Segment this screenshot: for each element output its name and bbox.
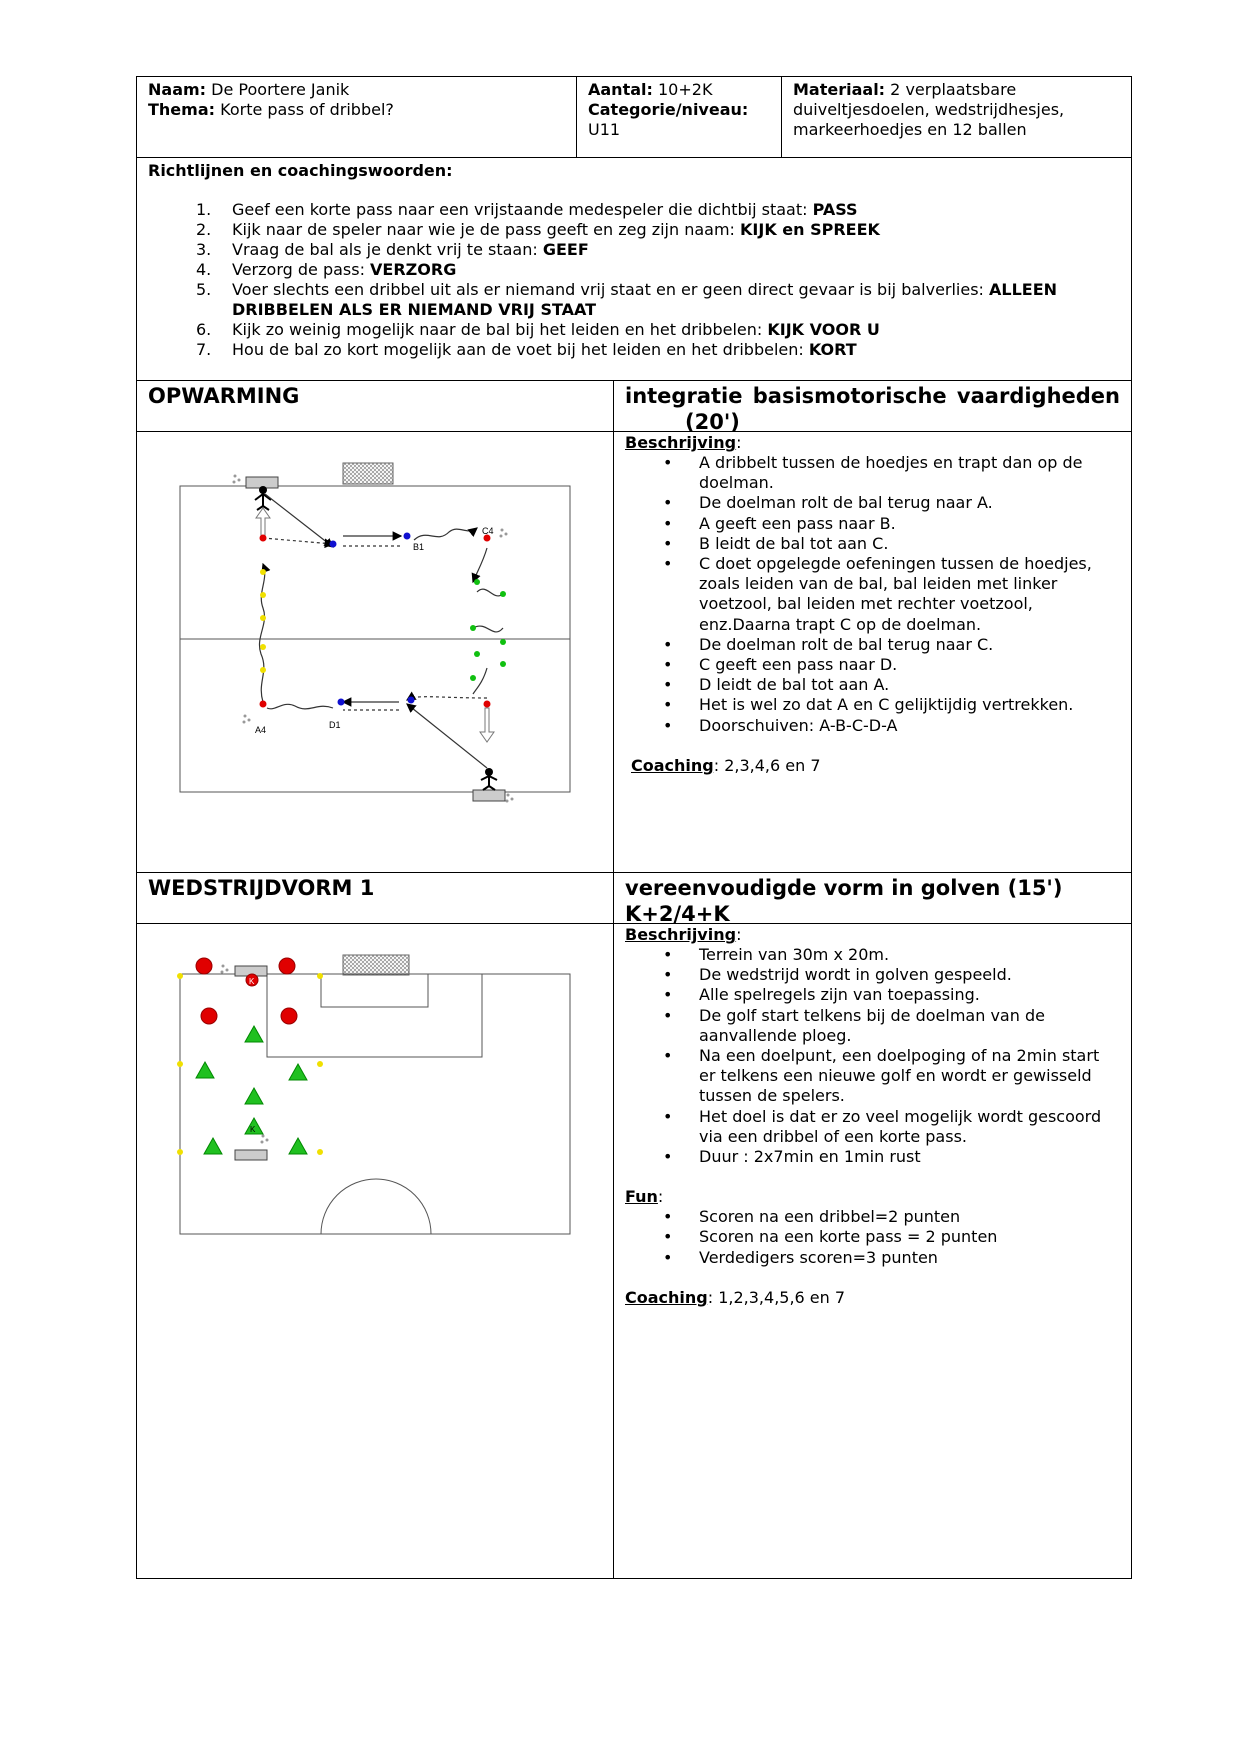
warmup-diagram — [137, 432, 613, 872]
match1-title: WEDSTRIJDVORM 1 — [148, 876, 375, 900]
warmup-desc-list — [625, 453, 1120, 736]
list-item: • Verdedigers scoren=3 punten — [625, 1248, 1120, 1268]
list-item: • C doet opgelegde oefeningen tussen de hoedjes, zoals leiden van de bal, bal leiden met linker voetzool, bal leiden met rechter voetzool, enz.Daarna trapt C op de doelman. — [625, 554, 1120, 635]
label-b1: B1 — [413, 542, 425, 552]
list-item: • De doelman rolt de bal terug naar A. — [625, 493, 1120, 513]
match1-title-cell — [136, 872, 614, 924]
match1-subtitle: vereenvoudigde vorm in golven (15') — [625, 876, 1063, 900]
guideline-item: 3. Vraag de bal als je denkt vrij te staan: GEEF — [196, 240, 589, 259]
guideline-item: 6. Kijk zo weinig mogelijk naar de bal bij het leiden en het dribbelen: KIJK VOOR U — [196, 320, 880, 339]
naam-value: De Poortere Janik — [211, 80, 350, 99]
warmup-subtitle: integratie basismotorische vaardigheden — [625, 384, 1120, 408]
warmup-desc-label: Beschrijving — [625, 433, 737, 452]
guidelines-list — [148, 200, 1120, 360]
main-goal-icon — [343, 463, 393, 484]
green-team-players — [196, 1026, 307, 1154]
match1-diagram-cell — [136, 923, 614, 1579]
list-item: • De doelman rolt de bal terug naar C. — [625, 635, 1120, 655]
list-item: • Het doel is dat er zo veel mogelijk wordt gescoord via een dribbel of een korte pass. — [625, 1107, 1120, 1147]
warmup-coaching-label: Coaching — [631, 755, 714, 775]
guideline-item: 4. Verzorg de pass: VERZORG — [196, 260, 457, 279]
materiaal-label: Materiaal: — [793, 80, 886, 99]
aantal-value: 10+2K — [658, 80, 713, 99]
warmup-subtitle-cell — [613, 380, 1132, 432]
list-item: • C geeft een pass naar D. — [625, 655, 1120, 675]
list-item: • De golf start telkens bij de doelman van de aanvallende ploeg. — [625, 1006, 1120, 1046]
list-item: • Alle spelregels zijn van toepassing. — [625, 985, 1120, 1005]
label-a4: A4 — [255, 725, 267, 735]
main-goal-icon — [343, 955, 409, 975]
thema-label: Thema: — [148, 100, 216, 119]
match1-coaching-label: Coaching — [625, 1287, 708, 1307]
list-item: • Scoren na een korte pass = 2 punten — [625, 1227, 1120, 1247]
label-d1: D1 — [329, 720, 341, 730]
header-count-cell — [576, 76, 782, 158]
warmup-title: OPWARMING — [148, 384, 300, 408]
guideline-item: 1. Geef een korte pass naar een vrijstaande medespeler die dichtbij staat: PASS — [196, 200, 858, 219]
match1-text-cell: Beschrijving: • Terrein van 30m x 20m. • De wedstrijd wordt in golven gespeeld. • Alle spelregels zijn van toepassing. • De golf start telkens bij de doelman van de aanvallende ploeg. • Na een doelpunt, een doelpoging of na 2min start er telkens een nieuwe golf en wordt er gewisseld tussen de spelers. • Het doel is dat er zo veel mogelijk wordt gescoord via een dribbel of een korte pass. • Duur : 2x7min en 1min rust Fun: • Scoren na een dribbel=2 punten • Scoren na een korte pass = 2 punten • Verdedigers scoren=3 punten Coaching: 1,2,3,4,5,6 en 7 — [613, 923, 1132, 1579]
list-item: • Doorschuiven: A-B-C-D-A — [625, 716, 1120, 736]
warmup-diagram-cell — [136, 431, 614, 873]
mini-goal-bottom — [473, 790, 505, 801]
list-item: • B leidt de bal tot aan C. — [625, 534, 1120, 554]
warmup-text-cell: Beschrijving: • A dribbelt tussen de hoedjes en trapt dan op de doelman. • De doelman rolt de bal terug naar A. • A geeft een pass naar B. • B leidt de bal tot aan C. • C doet opgelegde oefeningen tussen de hoedjes, zoals leiden van de bal, bal leiden met linker voetzool, bal leiden met rechter voetzool, enz.Daarna trapt C op de doelman. • De doelman rolt de bal terug naar C. • C geeft een pass naar D. • D leidt de bal tot aan A. • Het is wel zo dat A en C gelijktijdig vertrekken. • Doorschuiven: A-B-C-D-A Coaching: 2,3,4,6 en 7 — [613, 431, 1132, 873]
list-item: • Het is wel zo dat A en C gelijktijdig vertrekken. — [625, 695, 1120, 715]
materiaal-value-3: markeerhoedjes en 12 ballen — [793, 120, 1027, 139]
match1-subtitle-cell — [613, 872, 1132, 924]
aantal-label: Aantal: — [588, 80, 653, 99]
list-item: • D leidt de bal tot aan A. — [625, 675, 1120, 695]
mini-goal-bottom — [235, 1150, 267, 1160]
match1-fun-list — [625, 1207, 1120, 1268]
list-item: • Scoren na een dribbel=2 punten — [625, 1207, 1120, 1227]
list-item: • A dribbelt tussen de hoedjes en trapt dan op de doelman. — [625, 453, 1120, 493]
ball-cluster-icons — [221, 965, 269, 1144]
match1-desc-list — [625, 945, 1120, 1167]
list-item: • A geeft een pass naar B. — [625, 514, 1120, 534]
warmup-duration: (20') — [685, 410, 740, 434]
guideline-item: 5. Voer slechts een dribbel uit als er niemand vrij staat en er geen direct gevaar is bij balverlies: ALLEEN DRIBBELEN ALS ER NIEMAND VRIJ STAAT — [196, 280, 1058, 319]
thema-value: Korte pass of dribbel? — [220, 100, 394, 119]
match1-desc-label: Beschrijving — [625, 925, 737, 944]
label-c4: C4 — [482, 526, 494, 536]
list-item: • Duur : 2x7min en 1min rust — [625, 1147, 1120, 1167]
guidelines-title: Richtlijnen en coachingswoorden: — [148, 161, 453, 180]
guidelines-cell — [136, 157, 1132, 381]
pitch — [180, 486, 570, 792]
list-item: • De wedstrijd wordt in golven gespeeld. — [625, 965, 1120, 985]
pitch — [180, 974, 570, 1234]
materiaal-value-2: duiveltjesdoelen, wedstrijdhesjes, — [793, 100, 1065, 119]
match1-diagram — [137, 924, 613, 1578]
categorie-label: Categorie/niveau: — [588, 100, 749, 119]
list-item: • Terrein van 30m x 20m. — [625, 945, 1120, 965]
match1-fun-label: Fun — [625, 1187, 658, 1207]
header-name-cell — [136, 76, 577, 158]
header-material-cell — [781, 76, 1132, 158]
list-item: • Na een doelpunt, een doelpoging of na 2min start er telkens een nieuwe golf en wordt er gewisseld tussen de spelers. — [625, 1046, 1120, 1107]
materiaal-value-1: 2 verplaatsbare — [890, 80, 1017, 99]
categorie-value: U11 — [588, 120, 621, 139]
naam-label: Naam: — [148, 80, 207, 99]
guideline-item: 7. Hou de bal zo kort mogelijk aan de voet bij het leiden en het dribbelen: KORT — [196, 340, 857, 359]
warmup-title-cell — [136, 380, 614, 432]
green-keeper-label: K — [250, 1125, 256, 1134]
match1-format: K+2/4+K — [625, 902, 730, 926]
red-keeper-label: K — [249, 977, 255, 986]
guideline-item: 2. Kijk naar de speler naar wie je de pass geeft en zeg zijn naam: KIJK en SPREEK — [196, 220, 880, 239]
warmup-coaching-value: : 2,3,4,6 en 7 — [713, 755, 821, 775]
match1-coaching-value: : 1,2,3,4,5,6 en 7 — [707, 1287, 846, 1307]
